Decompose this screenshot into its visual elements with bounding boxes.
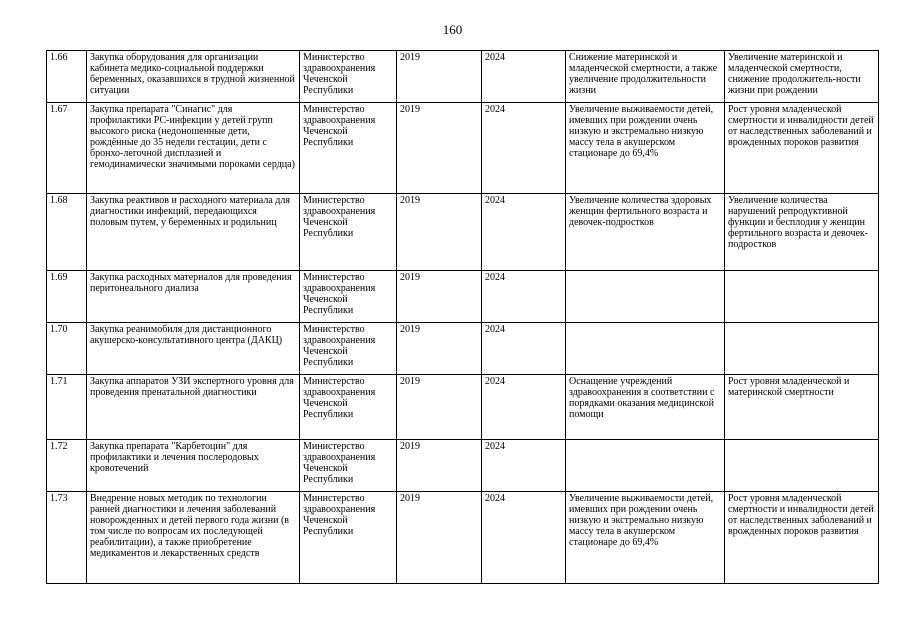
item-number: 1.72 [47, 440, 87, 492]
end-year: 2024 [482, 440, 566, 492]
item-number: 1.66 [47, 51, 87, 103]
measure-name: Закупка препарата "Карбетоцин" для профилактики и лечения послеродовых кровотечений [87, 440, 300, 492]
end-year: 2024 [482, 103, 566, 194]
expected-result [566, 323, 725, 375]
start-year: 2019 [397, 103, 482, 194]
measure-name: Закупка реактивов и расходного материала для диагностики инфекций, передающихся половым путем, у беременных и родильниц [87, 194, 300, 271]
item-number: 1.68 [47, 194, 87, 271]
consequence: Увеличение количества нарушений репродуктивной функции и бесплодия у женщин фертильного возраста и девочек-подростков [725, 194, 879, 271]
expected-result: Оснащение учреждений здравоохранения в соответствии с порядками оказания медицинской помощи [566, 375, 725, 440]
executor: Министерство здравоохранения Чеченской Республики [300, 103, 397, 194]
start-year: 2019 [397, 492, 482, 584]
start-year: 2019 [397, 375, 482, 440]
start-year: 2019 [397, 440, 482, 492]
executor: Министерство здравоохранения Чеченской Республики [300, 323, 397, 375]
page-number: 160 [442, 22, 463, 37]
measure-name: Внедрение новых методик по технологии ранней диагностики и лечения заболеваний новорожденных и детей первого года жизни (в том числе по вопросам их последующей реабилитации), а также приобретение медикаментов и лекарственных средств [87, 492, 300, 584]
consequence [725, 271, 879, 323]
table-row [47, 103, 879, 194]
consequence [725, 323, 879, 375]
table-row [47, 440, 879, 492]
consequence: Рост уровня младенческой и материнской смертности [725, 375, 879, 440]
executor: Министерство здравоохранения Чеченской Республики [300, 194, 397, 271]
table-row [47, 271, 879, 323]
expected-result [566, 440, 725, 492]
table-row [47, 492, 879, 584]
consequence [725, 440, 879, 492]
end-year: 2024 [482, 492, 566, 584]
item-number: 1.71 [47, 375, 87, 440]
measures-table [46, 50, 879, 584]
executor: Министерство здравоохранения Чеченской Республики [300, 271, 397, 323]
start-year: 2019 [397, 194, 482, 271]
table-row [47, 323, 879, 375]
executor: Министерство здравоохранения Чеченской Республики [300, 375, 397, 440]
start-year: 2019 [397, 51, 482, 103]
expected-result [566, 271, 725, 323]
end-year: 2024 [482, 271, 566, 323]
measure-name: Закупка реанимобиля для дистанционного акушерско-консультативного центра (ДАКЦ) [87, 323, 300, 375]
end-year: 2024 [482, 51, 566, 103]
consequence: Рост уровня младенческой смертности и инвалидности детей от наследственных заболеваний и врожденных пороков развития [725, 103, 879, 194]
end-year: 2024 [482, 194, 566, 271]
expected-result: Увеличение количества здоровых женщин фертильного возраста и девочек-подростков [566, 194, 725, 271]
table-row [47, 194, 879, 271]
item-number: 1.70 [47, 323, 87, 375]
executor: Министерство здравоохранения Чеченской Республики [300, 51, 397, 103]
end-year: 2024 [482, 375, 566, 440]
executor: Министерство здравоохранения Чеченской Республики [300, 492, 397, 584]
item-number: 1.73 [47, 492, 87, 584]
start-year: 2019 [397, 323, 482, 375]
expected-result: Увеличение выживаемости детей, имевших при рождении очень низкую и экстремально низкую массу тела в акушерском стационаре до 69,4% [566, 492, 725, 584]
measure-name: Закупка аппаратов УЗИ экспертного уровня для проведения пренатальной диагностики [87, 375, 300, 440]
end-year: 2024 [482, 323, 566, 375]
table-row [47, 375, 879, 440]
executor: Министерство здравоохранения Чеченской Республики [300, 440, 397, 492]
start-year: 2019 [397, 271, 482, 323]
item-number: 1.69 [47, 271, 87, 323]
consequence: Рост уровня младенческой смертности и инвалидности детей от наследственных заболеваний и врожденных пороков развития [725, 492, 879, 584]
measure-name: Закупка оборудования для организации кабинета медико-социальной поддержки беременных, оказавшихся в трудной жизненной ситуации [87, 51, 300, 103]
consequence: Увеличение материнской и младенческой смертности, снижение продолжитель-ности жизни при рождении [725, 51, 879, 103]
measure-name: Закупка расходных материалов для проведения перитонеального диализа [87, 271, 300, 323]
measure-name: Закупка препарата "Синагис" для профилактики РС-инфекции у детей групп высокого риска (недоношенные дети, рождённые до 35 недели гестации, дети с бронхо-легочной дисплазией и гемодинамически значимыми пороками сердца) [87, 103, 300, 194]
expected-result: Увеличение выживаемости детей, имевших при рождении очень низкую и экстремально низкую массу тела в акушерском стационаре до 69,4% [566, 103, 725, 194]
expected-result: Снижение материнской и младенческой смертности, а также увеличение продолжительности жизни [566, 51, 725, 103]
item-number: 1.67 [47, 103, 87, 194]
table-row [47, 51, 879, 103]
